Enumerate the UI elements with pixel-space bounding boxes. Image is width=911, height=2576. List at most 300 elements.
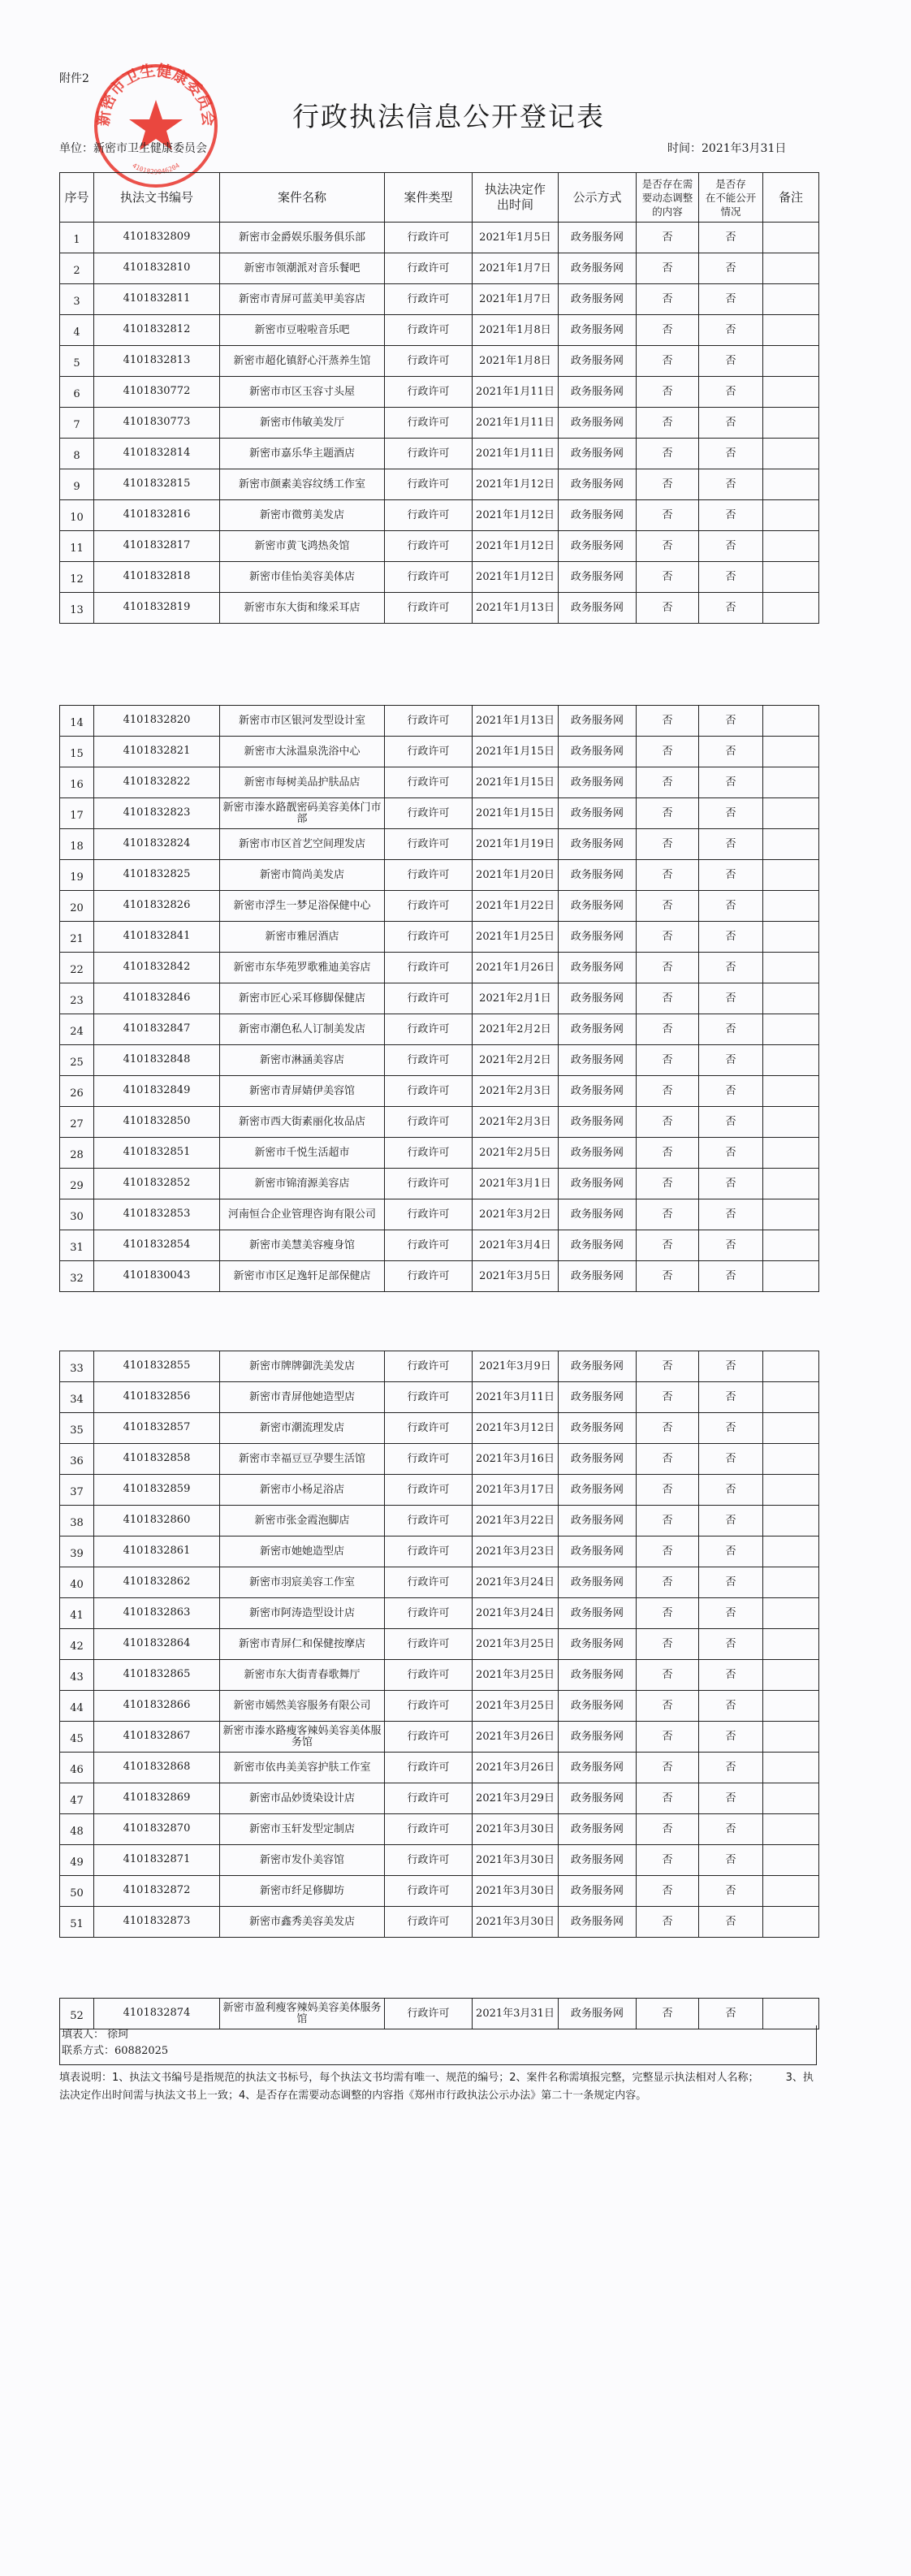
header-index: 序号 [60, 173, 94, 223]
cannot-public-cell: 否 [699, 1230, 763, 1261]
remark-cell [763, 983, 819, 1014]
publish-method-cell: 政务服务网 [559, 469, 637, 500]
case-type-cell: 行政许可 [385, 1660, 473, 1691]
cannot-public-cell: 否 [699, 983, 763, 1014]
table-row [60, 1351, 819, 1382]
decision-date-cell: 2021年1月5日 [473, 223, 559, 253]
cannot-public-cell: 否 [699, 315, 763, 346]
remark-cell [763, 1567, 819, 1598]
row-index-cell: 45 [60, 1722, 94, 1753]
date-label: 时间： [667, 142, 702, 155]
header-cannot-public-line1: 是否存 [715, 177, 746, 190]
publish-method-cell: 政务服务网 [559, 1107, 637, 1138]
table-row [60, 1169, 819, 1199]
decision-date-cell: 2021年3月26日 [473, 1753, 559, 1783]
doc-number-cell: 4101832850 [94, 1107, 220, 1138]
decision-date-cell: 2021年1月25日 [473, 922, 559, 953]
case-name-cell: 新密市青屏可蓝美甲美容店 [220, 284, 385, 315]
table-row [60, 1783, 819, 1814]
row-index-cell: 38 [60, 1506, 94, 1537]
table-row [60, 377, 819, 408]
row-index-cell: 50 [60, 1876, 94, 1907]
case-name-cell: 新密市大泳温泉洗浴中心 [220, 737, 385, 767]
dynamic-adjust-cell: 否 [637, 439, 699, 469]
header-decision-time-line1: 执法决定作 [484, 182, 546, 197]
official-seal-icon [91, 61, 221, 191]
row-index-cell: 17 [60, 798, 94, 829]
decision-date-cell: 2021年3月11日 [473, 1382, 559, 1413]
row-index-cell: 15 [60, 737, 94, 767]
row-index-cell: 34 [60, 1382, 94, 1413]
doc-number-cell: 4101832869 [94, 1783, 220, 1814]
doc-number-cell: 4101832864 [94, 1629, 220, 1660]
doc-number-cell: 4101832822 [94, 767, 220, 798]
remark-cell [763, 1475, 819, 1506]
case-type-cell: 行政许可 [385, 1261, 473, 1292]
case-name-cell: 新密市溱水路瘦客辣妈美容美体服务馆 [220, 1722, 385, 1753]
remark-cell [763, 1169, 819, 1199]
dynamic-adjust-cell: 否 [637, 1076, 699, 1107]
doc-number-cell: 4101832855 [94, 1351, 220, 1382]
publish-method-cell: 政务服务网 [559, 1845, 637, 1876]
remark-cell [763, 593, 819, 624]
publish-method-cell: 政务服务网 [559, 1907, 637, 1938]
case-name-cell: 新密市她她造型店 [220, 1537, 385, 1567]
case-type-cell: 行政许可 [385, 1753, 473, 1783]
row-index-cell: 20 [60, 891, 94, 922]
cannot-public-cell: 否 [699, 1691, 763, 1722]
remark-cell [763, 1845, 819, 1876]
case-type-cell: 行政许可 [385, 1506, 473, 1537]
dynamic-adjust-cell: 否 [637, 891, 699, 922]
publish-method-cell: 政务服务网 [559, 767, 637, 798]
publish-method-cell: 政务服务网 [559, 1045, 637, 1076]
header-remark: 备注 [763, 173, 819, 223]
publish-method-cell: 政务服务网 [559, 1261, 637, 1292]
cannot-public-cell: 否 [699, 1722, 763, 1753]
table-row [60, 1444, 819, 1475]
decision-date-cell: 2021年3月17日 [473, 1475, 559, 1506]
doc-number-cell: 4101832859 [94, 1475, 220, 1506]
decision-date-cell: 2021年3月25日 [473, 1691, 559, 1722]
case-type-cell: 行政许可 [385, 1845, 473, 1876]
publish-method-cell: 政务服务网 [559, 1876, 637, 1907]
case-type-cell: 行政许可 [385, 706, 473, 737]
dynamic-adjust-cell: 否 [637, 284, 699, 315]
case-type-cell: 行政许可 [385, 983, 473, 1014]
case-type-cell: 行政许可 [385, 500, 473, 531]
date-line [667, 140, 786, 156]
cannot-public-cell: 否 [699, 1138, 763, 1169]
remark-cell [763, 1999, 819, 2029]
table-row [60, 1261, 819, 1292]
filler-info-box [59, 2025, 817, 2065]
case-type-cell: 行政许可 [385, 1783, 473, 1814]
table-row [60, 408, 819, 439]
remark-cell [763, 1537, 819, 1567]
publish-method-cell: 政务服务网 [559, 1199, 637, 1230]
remark-cell [763, 1598, 819, 1629]
row-index-cell: 25 [60, 1045, 94, 1076]
row-index-cell: 41 [60, 1598, 94, 1629]
case-name-cell: 新密市每树美品护肤品店 [220, 767, 385, 798]
decision-date-cell: 2021年3月12日 [473, 1413, 559, 1444]
cannot-public-cell: 否 [699, 1413, 763, 1444]
case-type-cell: 行政许可 [385, 1382, 473, 1413]
decision-date-cell: 2021年2月2日 [473, 1045, 559, 1076]
decision-date-cell: 2021年1月7日 [473, 253, 559, 284]
decision-date-cell: 2021年1月12日 [473, 562, 559, 593]
case-name-cell: 新密市超化镇舒心汗蒸养生馆 [220, 346, 385, 377]
doc-number-cell: 4101832841 [94, 922, 220, 953]
row-index-cell: 37 [60, 1475, 94, 1506]
row-index-cell: 9 [60, 469, 94, 500]
publish-method-cell: 政务服务网 [559, 346, 637, 377]
decision-date-cell: 2021年3月25日 [473, 1629, 559, 1660]
cannot-public-cell: 否 [699, 346, 763, 377]
cannot-public-cell: 否 [699, 1351, 763, 1382]
case-type-cell: 行政许可 [385, 439, 473, 469]
decision-date-cell: 2021年1月22日 [473, 891, 559, 922]
case-type-cell: 行政许可 [385, 253, 473, 284]
table-row [60, 860, 819, 891]
table-row [60, 1107, 819, 1138]
header-cannot-public-line3: 情况 [720, 205, 741, 218]
table-header-row [60, 173, 819, 223]
case-type-cell: 行政许可 [385, 1169, 473, 1199]
remark-cell [763, 253, 819, 284]
cannot-public-cell: 否 [699, 767, 763, 798]
row-index-cell: 13 [60, 593, 94, 624]
remark-cell [763, 737, 819, 767]
publish-method-cell: 政务服务网 [559, 284, 637, 315]
table-row [60, 1753, 819, 1783]
remark-cell [763, 1138, 819, 1169]
decision-date-cell: 2021年3月26日 [473, 1722, 559, 1753]
case-name-cell: 新密市简尚美发店 [220, 860, 385, 891]
table-row [60, 346, 819, 377]
publish-method-cell: 政务服务网 [559, 922, 637, 953]
case-name-cell: 新密市东大街和缘采耳店 [220, 593, 385, 624]
decision-date-cell: 2021年1月19日 [473, 829, 559, 860]
doc-number-cell: 4101830043 [94, 1261, 220, 1292]
publish-method-cell: 政务服务网 [559, 1660, 637, 1691]
case-name-cell: 新密市伟敏美发厅 [220, 408, 385, 439]
table-row [60, 922, 819, 953]
publish-method-cell: 政务服务网 [559, 408, 637, 439]
case-type-cell: 行政许可 [385, 1444, 473, 1475]
row-index-cell: 42 [60, 1629, 94, 1660]
header-publish-method: 公示方式 [559, 173, 637, 223]
decision-date-cell: 2021年2月3日 [473, 1107, 559, 1138]
case-type-cell: 行政许可 [385, 1230, 473, 1261]
doc-number-cell: 4101832809 [94, 223, 220, 253]
decision-date-cell: 2021年1月8日 [473, 346, 559, 377]
table-row [60, 1413, 819, 1444]
table-row [60, 767, 819, 798]
case-type-cell: 行政许可 [385, 223, 473, 253]
dynamic-adjust-cell: 否 [637, 1506, 699, 1537]
cannot-public-cell: 否 [699, 1261, 763, 1292]
publish-method-cell: 政务服务网 [559, 1076, 637, 1107]
doc-number-cell: 4101832847 [94, 1014, 220, 1045]
case-name-cell: 新密市雅居酒店 [220, 922, 385, 953]
cannot-public-cell: 否 [699, 531, 763, 562]
decision-date-cell: 2021年3月25日 [473, 1660, 559, 1691]
case-type-cell: 行政许可 [385, 1475, 473, 1506]
row-index-cell: 33 [60, 1351, 94, 1382]
table-row [60, 1230, 819, 1261]
row-index-cell: 4 [60, 315, 94, 346]
case-type-cell: 行政许可 [385, 593, 473, 624]
remark-cell [763, 1107, 819, 1138]
doc-number-cell: 4101832846 [94, 983, 220, 1014]
dynamic-adjust-cell: 否 [637, 1475, 699, 1506]
publish-method-cell: 政务服务网 [559, 1475, 637, 1506]
decision-date-cell: 2021年1月11日 [473, 377, 559, 408]
publish-method-cell: 政务服务网 [559, 1138, 637, 1169]
cannot-public-cell: 否 [699, 408, 763, 439]
dynamic-adjust-cell: 否 [637, 223, 699, 253]
cannot-public-cell: 否 [699, 439, 763, 469]
publish-method-cell: 政务服务网 [559, 1444, 637, 1475]
cannot-public-cell: 否 [699, 1382, 763, 1413]
case-type-cell: 行政许可 [385, 1598, 473, 1629]
row-index-cell: 36 [60, 1444, 94, 1475]
decision-date-cell: 2021年3月30日 [473, 1845, 559, 1876]
cannot-public-cell: 否 [699, 953, 763, 983]
table-row [60, 500, 819, 531]
table-row [60, 1722, 819, 1753]
case-name-cell: 新密市匠心采耳修脚保健店 [220, 983, 385, 1014]
remark-cell [763, 1722, 819, 1753]
case-type-cell: 行政许可 [385, 408, 473, 439]
row-index-cell: 24 [60, 1014, 94, 1045]
publish-method-cell: 政务服务网 [559, 1814, 637, 1845]
header-dynamic-line1: 是否存在需 [641, 177, 693, 190]
remark-cell [763, 1907, 819, 1938]
dynamic-adjust-cell: 否 [637, 1567, 699, 1598]
table-row [60, 1567, 819, 1598]
register-table-section-1 [59, 172, 819, 624]
case-name-cell: 新密市市区首艺空间理发店 [220, 829, 385, 860]
date-value: 2021年3月31日 [702, 142, 787, 155]
dynamic-adjust-cell: 否 [637, 1753, 699, 1783]
doc-number-cell: 4101832823 [94, 798, 220, 829]
cannot-public-cell: 否 [699, 1845, 763, 1876]
dynamic-adjust-cell: 否 [637, 1876, 699, 1907]
decision-date-cell: 2021年1月12日 [473, 469, 559, 500]
case-name-cell: 新密市东大街青春歌舞厅 [220, 1660, 385, 1691]
cannot-public-cell: 否 [699, 500, 763, 531]
doc-number-cell: 4101832817 [94, 531, 220, 562]
case-name-cell: 新密市锦淯源美容店 [220, 1169, 385, 1199]
header-dynamic-adjust [637, 173, 699, 223]
cannot-public-cell: 否 [699, 829, 763, 860]
publish-method-cell: 政务服务网 [559, 1691, 637, 1722]
case-name-cell: 新密市金爵娱乐服务俱乐部 [220, 223, 385, 253]
table-row [60, 706, 819, 737]
doc-number-cell: 4101832865 [94, 1660, 220, 1691]
remark-cell [763, 1753, 819, 1783]
cannot-public-cell: 否 [699, 1475, 763, 1506]
table-row [60, 1660, 819, 1691]
case-name-cell: 新密市牌牌御洗美发店 [220, 1351, 385, 1382]
remark-cell [763, 531, 819, 562]
remark-cell [763, 1814, 819, 1845]
unit-line [59, 140, 207, 156]
cannot-public-cell: 否 [699, 223, 763, 253]
cannot-public-cell: 否 [699, 737, 763, 767]
table-row [60, 1138, 819, 1169]
remark-cell [763, 377, 819, 408]
svg-text:新密市卫生健康委员会: 新密市卫生健康委员会 [94, 62, 218, 128]
case-name-cell: 新密市羽宸美容工作室 [220, 1567, 385, 1598]
dynamic-adjust-cell: 否 [637, 737, 699, 767]
table-row [60, 439, 819, 469]
decision-date-cell: 2021年1月8日 [473, 315, 559, 346]
decision-date-cell: 2021年2月5日 [473, 1138, 559, 1169]
case-name-cell: 新密市潮色私人订制美发店 [220, 1014, 385, 1045]
remark-cell [763, 469, 819, 500]
table-row [60, 593, 819, 624]
header-dynamic-line3: 的内容 [652, 205, 683, 218]
dynamic-adjust-cell: 否 [637, 562, 699, 593]
remark-cell [763, 1199, 819, 1230]
row-index-cell: 52 [60, 1999, 94, 2029]
row-index-cell: 11 [60, 531, 94, 562]
publish-method-cell: 政务服务网 [559, 593, 637, 624]
dynamic-adjust-cell: 否 [637, 953, 699, 983]
contact-line [62, 2043, 816, 2060]
decision-date-cell: 2021年1月15日 [473, 767, 559, 798]
dynamic-adjust-cell: 否 [637, 1444, 699, 1475]
cannot-public-cell: 否 [699, 891, 763, 922]
case-name-cell: 新密市佳怡美容美体店 [220, 562, 385, 593]
header-decision-time-line2: 出时间 [496, 197, 533, 212]
page-title: 行政执法信息公开登记表 [292, 101, 605, 132]
table-row [60, 1999, 819, 2029]
case-type-cell: 行政许可 [385, 1014, 473, 1045]
decision-date-cell: 2021年1月13日 [473, 593, 559, 624]
case-name-cell: 新密市市区玉容寸头屋 [220, 377, 385, 408]
case-name-cell: 新密市玉轩发型定制店 [220, 1814, 385, 1845]
doc-number-cell: 4101832825 [94, 860, 220, 891]
publish-method-cell: 政务服务网 [559, 500, 637, 531]
decision-date-cell: 2021年3月2日 [473, 1199, 559, 1230]
case-type-cell: 行政许可 [385, 891, 473, 922]
doc-number-cell: 4101832860 [94, 1506, 220, 1537]
row-index-cell: 39 [60, 1537, 94, 1567]
decision-date-cell: 2021年3月4日 [473, 1230, 559, 1261]
case-type-cell: 行政许可 [385, 1537, 473, 1567]
row-index-cell: 21 [60, 922, 94, 953]
case-type-cell: 行政许可 [385, 922, 473, 953]
table-row [60, 1506, 819, 1537]
decision-date-cell: 2021年1月26日 [473, 953, 559, 983]
case-name-cell: 新密市千悦生活超市 [220, 1138, 385, 1169]
row-index-cell: 49 [60, 1845, 94, 1876]
case-name-cell: 新密市西大街素丽化妆品店 [220, 1107, 385, 1138]
cannot-public-cell: 否 [699, 377, 763, 408]
publish-method-cell: 政务服务网 [559, 1230, 637, 1261]
doc-number-cell: 4101832852 [94, 1169, 220, 1199]
cannot-public-cell: 否 [699, 1907, 763, 1938]
decision-date-cell: 2021年1月13日 [473, 706, 559, 737]
doc-number-cell: 4101832873 [94, 1907, 220, 1938]
publish-method-cell: 政务服务网 [559, 706, 637, 737]
case-type-cell: 行政许可 [385, 953, 473, 983]
remark-cell [763, 315, 819, 346]
cannot-public-cell: 否 [699, 1753, 763, 1783]
remark-cell [763, 1506, 819, 1537]
remark-cell [763, 1876, 819, 1907]
cannot-public-cell: 否 [699, 469, 763, 500]
case-name-cell: 新密市领潮派对音乐餐吧 [220, 253, 385, 284]
case-type-cell: 行政许可 [385, 1876, 473, 1907]
table-row [60, 1907, 819, 1938]
case-name-cell: 新密市小杨足浴店 [220, 1475, 385, 1506]
publish-method-cell: 政务服务网 [559, 1567, 637, 1598]
publish-method-cell: 政务服务网 [559, 1783, 637, 1814]
table-row [60, 1598, 819, 1629]
doc-number-cell: 4101832856 [94, 1382, 220, 1413]
row-index-cell: 23 [60, 983, 94, 1014]
case-name-cell: 新密市张金霞泡脚店 [220, 1506, 385, 1537]
publish-method-cell: 政务服务网 [559, 983, 637, 1014]
header-dynamic-line2: 要动态调整 [641, 191, 693, 204]
table-row [60, 1814, 819, 1845]
case-name-cell: 新密市微剪美发店 [220, 500, 385, 531]
dynamic-adjust-cell: 否 [637, 1230, 699, 1261]
cannot-public-cell: 否 [699, 1107, 763, 1138]
case-type-cell: 行政许可 [385, 1076, 473, 1107]
case-name-cell: 新密市溱水路靓密码美容美体门市部 [220, 798, 385, 829]
dynamic-adjust-cell: 否 [637, 922, 699, 953]
case-type-cell: 行政许可 [385, 377, 473, 408]
dynamic-adjust-cell: 否 [637, 983, 699, 1014]
publish-method-cell: 政务服务网 [559, 1999, 637, 2029]
case-name-cell: 新密市嫣然美容服务有限公司 [220, 1691, 385, 1722]
dynamic-adjust-cell: 否 [637, 1107, 699, 1138]
doc-number-cell: 4101832863 [94, 1598, 220, 1629]
dynamic-adjust-cell: 否 [637, 1722, 699, 1753]
remark-cell [763, 922, 819, 953]
table-row [60, 1382, 819, 1413]
row-index-cell: 1 [60, 223, 94, 253]
dynamic-adjust-cell: 否 [637, 531, 699, 562]
remark-cell [763, 408, 819, 439]
header-doc-number: 执法文书编号 [94, 173, 220, 223]
doc-number-cell: 4101832820 [94, 706, 220, 737]
doc-number-cell: 4101832849 [94, 1076, 220, 1107]
dynamic-adjust-cell: 否 [637, 377, 699, 408]
contact-label: 联系方式： [62, 2045, 115, 2057]
decision-date-cell: 2021年3月22日 [473, 1506, 559, 1537]
cannot-public-cell: 否 [699, 1537, 763, 1567]
doc-number-cell: 4101832826 [94, 891, 220, 922]
doc-number-cell: 4101832866 [94, 1691, 220, 1722]
row-index-cell: 6 [60, 377, 94, 408]
remark-cell [763, 284, 819, 315]
table-row [60, 1629, 819, 1660]
table-row [60, 798, 819, 829]
publish-method-cell: 政务服务网 [559, 1382, 637, 1413]
case-type-cell: 行政许可 [385, 1138, 473, 1169]
cannot-public-cell: 否 [699, 922, 763, 953]
decision-date-cell: 2021年3月23日 [473, 1537, 559, 1567]
doc-number-cell: 4101832861 [94, 1537, 220, 1567]
